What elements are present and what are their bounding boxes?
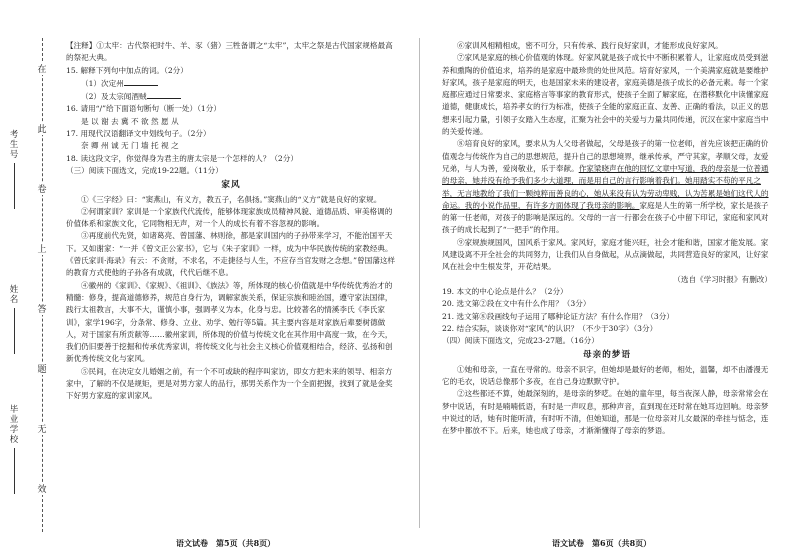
paragraph: ⑧培育良好的家风，要求从为人父母者做起，父母是孩子的第一位老师，首先应该把正确的价值观念与传统作为自己的思想规范，提升自己的思想境界，继承传承，严守其家，孝顺父母，友爱兄弟，与人为善，爱岗敬业，乐于奉献。作家梁晓声在他的回忆文章中写道，我的母亲是一位普通的母亲，她并没有给予我们多少大道理，而是用自己的言行影响着我们。她用踏实不苟的平凡之举，无言地教给了我们一颗纯粹而善良的心，她从来没有认为劳动卑贱，认为苦累是她们这代人的命运。我的小说作品里，有许多方面体现了我母亲的影响。家庭是人生的第一所学校，家长是孩子的第一任老师，对孩子的影响是深远的。父母的一言一行都会在孩子心中留下印记，家庭和家风对孩子的成长起到了“一把手”的作用。 — [442, 139, 769, 235]
section-3-heading: （三）阅读下面选文，完成19-22题。（11分） — [66, 165, 223, 175]
answer-blank[interactable] — [147, 90, 181, 99]
section-4-heading: （四）阅读下面选文，完成23-27题。（16分） — [442, 336, 599, 346]
article-title: 家风 — [221, 180, 241, 191]
seal-char: 卷 — [34, 182, 50, 195]
question-19: 19. 本文的中心论点是什么？（2分） — [442, 286, 568, 296]
paragraph: ③再度前代先贤，如诸葛亮、曾国藩、林则徐，都是家训国内的子孙带来学习，不能治国平天下。又如谢家：“一并《曾文正公家书》，它与《朱子家训》一样，成为中华民族传统的家教经典。《曾氏家训·海录》有云：不贪财，不求名，不走捷径与人生，不应存当官发财之念想。”曾国藩这样的教育方式使他的子孙各有成就，代代后继不息。 — [66, 231, 396, 278]
question-15-item-1: （1）次定州 — [66, 77, 396, 90]
paragraph: ②这些都还不算，她最深刻的，是母亲的梦呓。在她的童年里，每当夜深人静，母亲常常会在梦中说话，有时是喃喃低语，有时是一声叹息，那种声音，直到现在还时常在她耳边回响。母亲梦中说过的话，她有时能听清，有时听不清，但她知道，那是一位母亲对儿女最深的牵挂与惦念，连在梦中都放不下。后来，她也成了母亲，才渐渐懂得了母亲的梦语。 — [442, 389, 769, 436]
seal-char: 上 — [34, 242, 50, 255]
field-label: 姓名 — [9, 285, 19, 305]
page-footer-left: 语文试卷 第5页（共8页） — [176, 538, 276, 548]
field-exam-number[interactable] — [6, 130, 22, 212]
seal-char: 此 — [34, 122, 50, 135]
page-divider — [419, 38, 420, 528]
question-16-text: 是 以 谢 去 冀 不 欲 然 愿 从 — [81, 116, 179, 126]
paragraph: ②何谓家训？家训是一个家族代代流传，能够体现家族成员精神风貌、道德品质、审美格调的价值体系和家族文化，它同物相无声，对一个人的成长有着不容忽视的影响。 — [66, 206, 393, 229]
article-title: 母亲的梦语 — [583, 350, 631, 361]
paragraph: ④徽州的《家训》、《家规》、《祖训》、《族法》等，所体现的核心价值就是中华传统优秀治才的精髓：修身，提高道德修养，规范自身行为，调解家族关系，保证宗族和睦治国，遵守家法国律，践行太祖教言，大事不大，谨慎小事，强调孝义为本，化身与忠。比较著名的情溪李氏《李氏家训》，家学196字，分条常、修身、立业、劝学、勉行等5篇。其主要内容是对家族后辈要树德做人，对于国家有所贡献等……徽州家训，所体现的价值与传统文化在其作用中高度一致，在今天，我们仍旧要善于挖掘和传承优秀家训，将传统文化与社会主义核心价值观相结合，经济、弘扬和创新优秀传统文化与家风。 — [66, 280, 393, 364]
paragraph: ⑦家风是家庭的核心价值观的体现。好家风就是孩子成长中不断积累着人，让家庭成员受到滋养和熏陶的价值追求，培养的是家庭中最珍贵的处世风范。培育好家风，一个美满家庭就是要维护好家风，孩子是家庭的明天，也是国家未来的建设者，家庭美德是孩子成长的必备元素。每一个家庭都应通过日常要求、家庭格言等事家的教育形式，使孩子全面了解家庭，在潜移默化中读懂家庭道德，健康成长，培养孝女的行为标准，使孩子全能的家庭正直、友善、正确的看法，以正义的思想来引起力量，引领子女踏入生态度，汇聚为社会中的关爱与力量共同传递，沉汉在家中家庭当中的关爱传递。 — [442, 53, 769, 137]
seal-line — [42, 38, 43, 532]
seal-char: 题 — [34, 362, 50, 375]
paragraph: ⑤民间，在决定女儿婚姻之前，有一个不可或缺的程序叫家访，即女方把未来的领导、相亲方家中，了解的不仅是规矩，更是对男方家人的品行，那男关系作为一个全面把握，找到了就是金奖下好男方家庭的家训家风。 — [66, 366, 393, 401]
seal-char: 无 — [34, 422, 50, 435]
question-22: 22. 结合实际，谈谈你对“家风”的认识？（不少于30字）（3分） — [442, 323, 658, 333]
question-18: 18. 读这段文字，你觉得身为君主的唐太宗是一个怎样的人？（2分） — [66, 153, 298, 163]
seal-char: 效 — [34, 482, 50, 495]
underlined-sentence: 作家梁晓声在他的回忆文章中写道，我的母亲是一位普通的母亲，她并没有给予我们多少大道理，而是用自己的言行影响着我们。她用踏实不苟的平凡之举，无言地教给了我们一颗纯粹而善良的心，她从来没有认为劳动卑贱，认为苦累是她们这代人的命运。我的小说作品里，有许多方面体现了我母亲的影响。 — [442, 163, 769, 210]
right-page — [442, 40, 772, 438]
field-label: 考生号 — [9, 130, 19, 160]
field-school[interactable] — [6, 405, 22, 497]
field-name[interactable] — [6, 285, 22, 357]
question-20: 20. 选文第②段在文中有什么作用？（3分） — [442, 299, 591, 309]
seal-char: 答 — [34, 302, 50, 315]
source-note: （选自《学习时报》有删改） — [673, 274, 772, 284]
binding-margin — [0, 0, 60, 560]
question-15: 15. 解释下列句中加点的词。（2分） — [66, 65, 188, 75]
answer-blank[interactable] — [124, 77, 158, 86]
page-footer-right: 语文试卷 第6页（共8页） — [552, 538, 652, 548]
field-label: 毕业学校 — [9, 405, 19, 445]
seal-char: 在 — [34, 62, 50, 75]
question-21: 21. 选文第⑧段画线句子运用了哪种论证方法？有什么作用？（3分） — [442, 311, 674, 321]
paragraph: ①她和母亲，一直在寻常的。母亲不识字，但她却是最好的老师，相处，温馨，却不由潘漫无它的毛衣，说话总像那个多夜，在自己身边默默守护。 — [442, 364, 769, 387]
paragraph: ⑥家训风相精相成，密不可分，只有传承、践行良好家训，才能形成良好家风。 — [457, 41, 723, 50]
question-17: 17. 用现代汉语翻译文中划线句子。（2分） — [66, 129, 211, 139]
question-15-item-2: （2）及太宗闻酒贼 — [66, 90, 396, 103]
paragraph: ①《三字经》曰：“窦燕山，有义方，教五子，名俱扬。”窦燕山的“义方”就是良好的家规。 — [81, 194, 382, 204]
question-16: 16. 请用“/”给下面语句断句（断一处）（1分） — [66, 104, 221, 114]
paragraph: ⑨家规族规国风，国风系于家风。家风好，家庭才能兴旺，社会才能和谐，国家才能发展。家风建设离不开全社会的共同努力，让我们从自身做起，从点滴做起，共同营造良好的家风，让好家风在社会中生根发芽，开花结果。 — [442, 237, 769, 272]
question-17-text: 奈 卿 州 诚 无 门 墙 托 视 之 — [81, 141, 179, 151]
annotation-note: 【注释】①太牢：古代祭祀时牛、羊、豕（猪）三牲备谓之“太牢”，太牢之祭是古代国家规格最高的祭祀大典。 — [66, 41, 393, 63]
left-page — [66, 40, 396, 403]
